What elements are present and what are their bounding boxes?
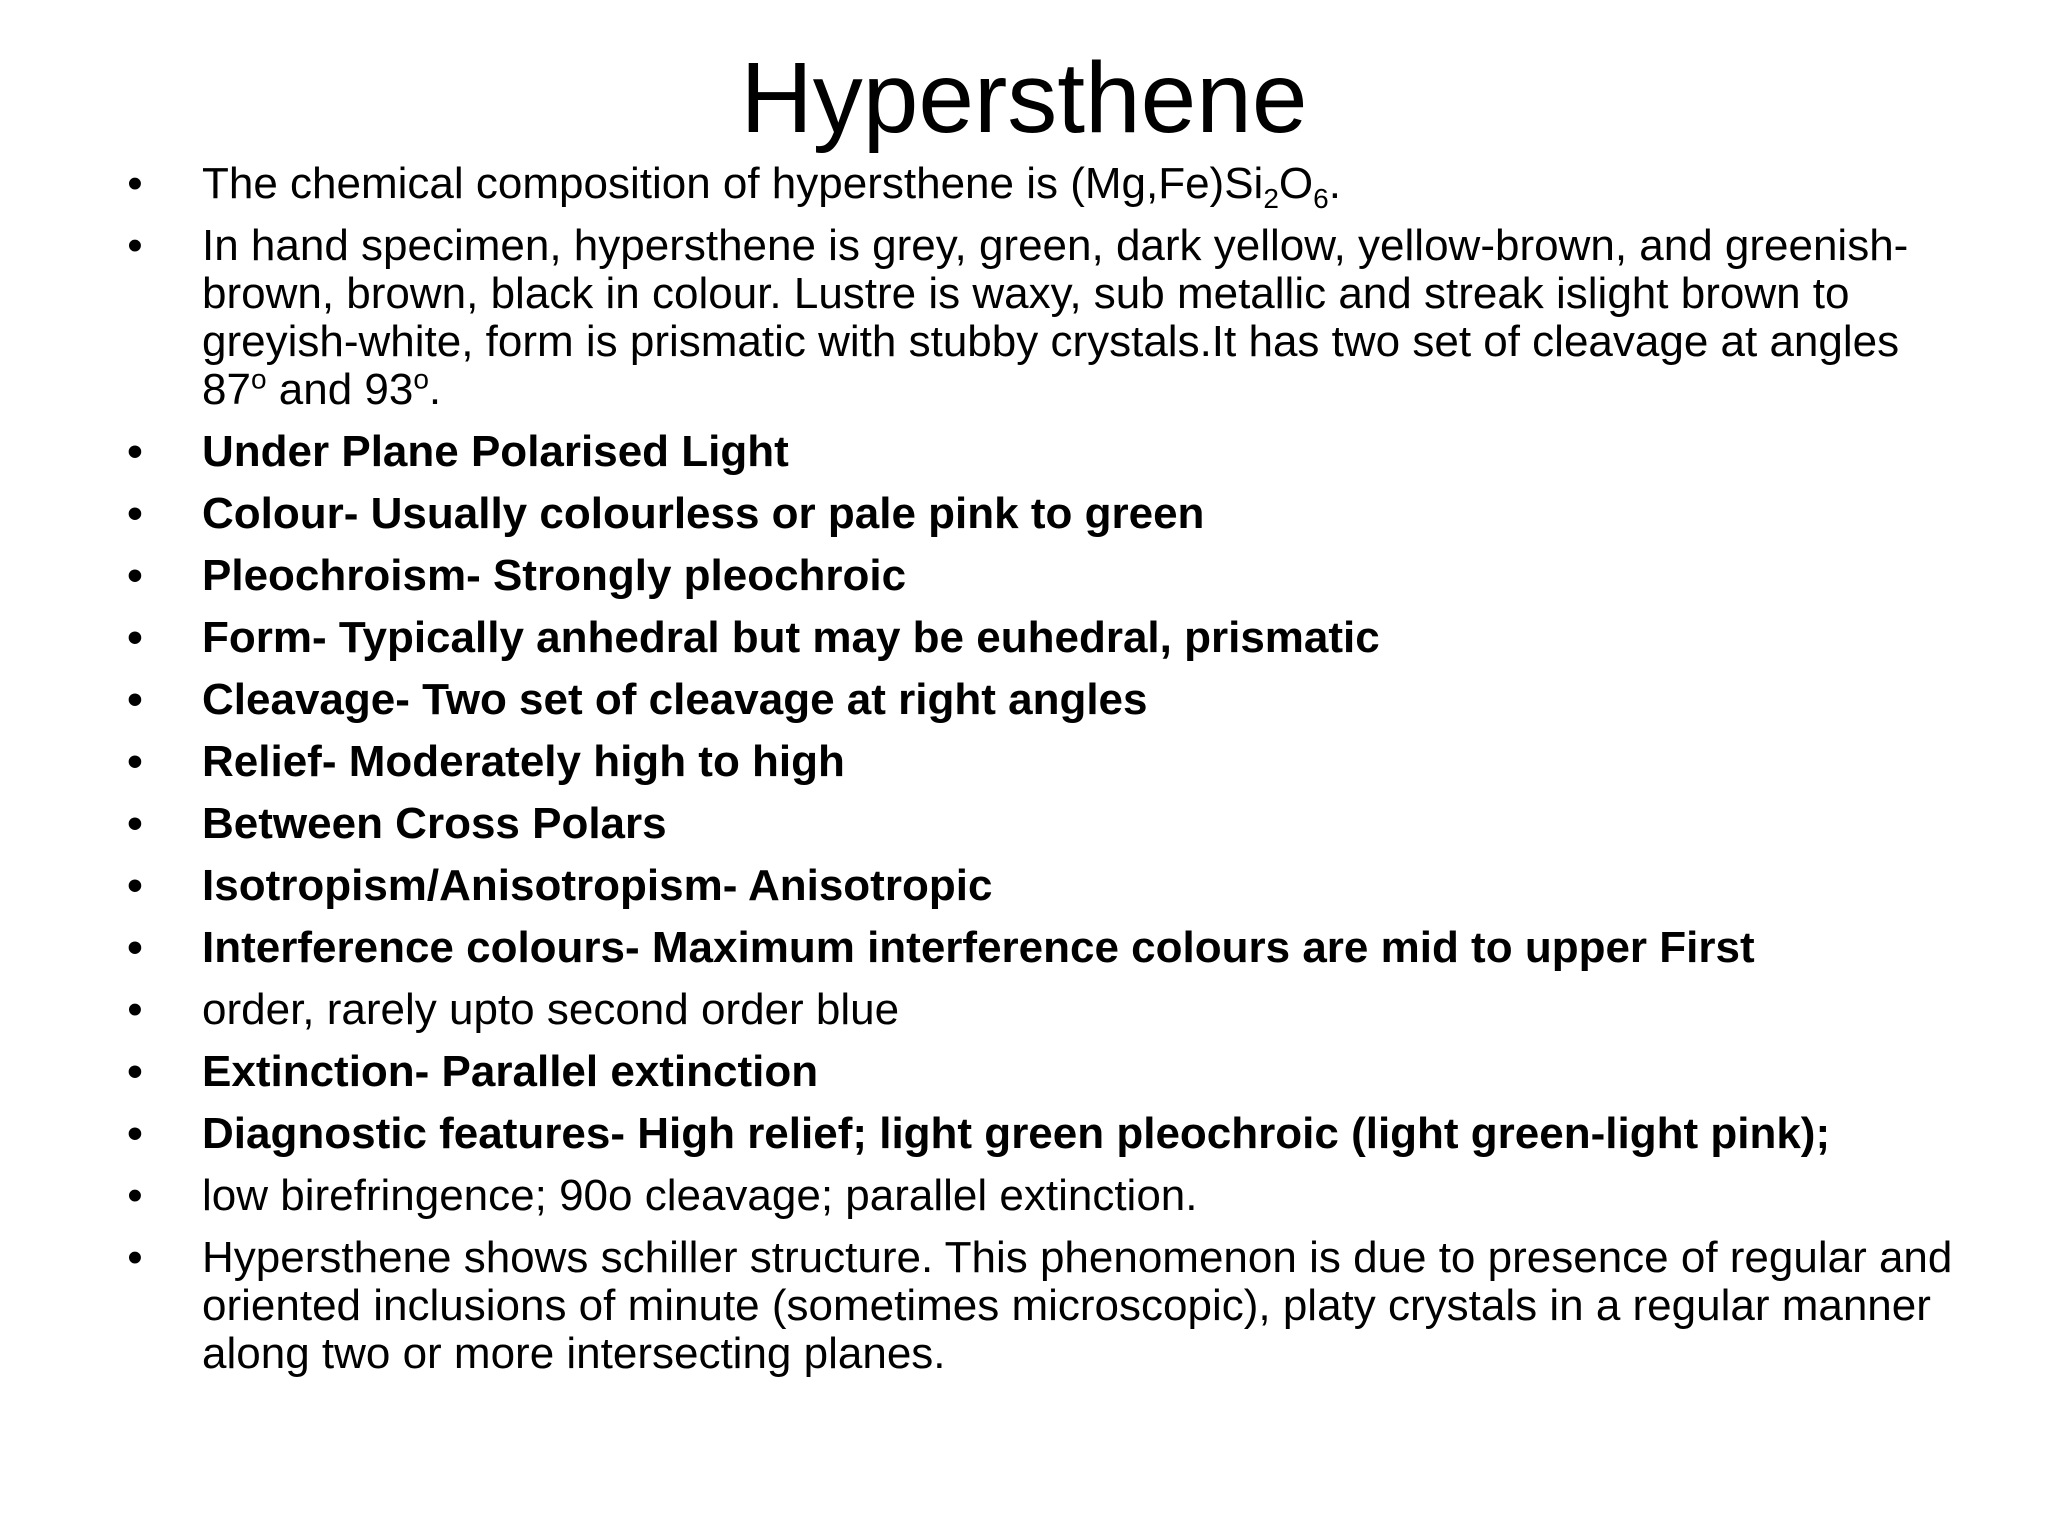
bullet-icon: • — [127, 923, 143, 972]
bullet-icon: • — [127, 1233, 143, 1282]
bullet-text: In hand specimen, hypersthene is grey, green, dark yellow, yellow-brown, and greenish-brown, brown, black in colour. Lustre is waxy, sub metallic and streak islight brown to greyish-white, form is prismatic with stubby crystals.It has two set of cleavage at angles 87$^o$ and 93$^o$. — [202, 221, 1909, 414]
bullet-text: Extinction- Parallel extinction — [202, 1047, 819, 1096]
bullet-text: Form- Typically anhedral but may be euhedral, prismatic — [202, 613, 1380, 662]
bullet-item-relief — [120, 738, 1960, 786]
bullet-list — [120, 160, 1960, 1392]
bullet-item-diagnostic — [120, 1110, 1960, 1158]
bullet-icon: • — [127, 551, 143, 600]
bullet-text: Isotropism/Anisotropism- Anisotropic — [202, 861, 993, 910]
bullet-text: Under Plane Polarised Light — [202, 427, 789, 476]
bullet-item-cleavage — [120, 676, 1960, 724]
bullet-item-interference — [120, 924, 1960, 972]
bullet-icon: • — [127, 221, 143, 270]
bullet-icon: • — [127, 675, 143, 724]
bullet-text: Between Cross Polars — [202, 799, 667, 848]
bullet-icon: • — [127, 799, 143, 848]
slide-title: Hypersthene — [740, 42, 1308, 154]
bullet-item-colour — [120, 490, 1960, 538]
bullet-item-form — [120, 614, 1960, 662]
bullet-icon: • — [127, 427, 143, 476]
bullet-text: order, rarely upto second order blue — [202, 985, 900, 1034]
bullet-item-hand-specimen — [120, 222, 1960, 414]
bullet-text: low birefringence; 90o cleavage; parallel extinction. — [202, 1171, 1198, 1220]
bullet-text: Colour- Usually colourless or pale pink to green — [202, 489, 1205, 538]
bullet-icon: • — [127, 985, 143, 1034]
bullet-item-ppl-heading — [120, 428, 1960, 476]
bullet-text: Hypersthene shows schiller structure. This phenomenon is due to presence of regular and oriented inclusions of minute (sometimes microscopic), platy crystals in a regular manner along two or more intersecting planes. — [202, 1233, 1953, 1378]
bullet-text: Pleochroism- Strongly pleochroic — [202, 551, 907, 600]
bullet-text: Relief- Moderately high to high — [202, 737, 845, 786]
bullet-text: Diagnostic features- High relief; light green pleochroic (light green-light pink); — [202, 1109, 1831, 1158]
bullet-item-diagnostic-cont — [120, 1172, 1960, 1220]
bullet-icon: • — [127, 737, 143, 786]
bullet-icon: • — [127, 1109, 143, 1158]
bullet-item-xpl-heading — [120, 800, 1960, 848]
bullet-icon: • — [127, 1171, 143, 1220]
bullet-text: The chemical composition of hypersthene is $(Mg,Fe)Si_2O_6$. — [202, 159, 1341, 214]
bullet-icon: • — [127, 159, 143, 208]
bullet-item-schiller — [120, 1234, 1960, 1378]
bullet-item-composition — [120, 159, 1960, 214]
bullet-text: Cleavage- Two set of cleavage at right angles — [202, 675, 1148, 724]
bullet-icon: • — [127, 861, 143, 910]
bullet-text: Interference colours- Maximum interference colours are mid to upper First — [202, 923, 1755, 972]
bullet-item-extinction — [120, 1048, 1960, 1096]
bullet-icon: • — [127, 1047, 143, 1096]
bullet-item-isotropism — [120, 862, 1960, 910]
bullet-item-pleochroism — [120, 552, 1960, 600]
bullet-icon: • — [127, 489, 143, 538]
bullet-item-interference-cont — [120, 986, 1960, 1034]
bullet-icon: • — [127, 613, 143, 662]
